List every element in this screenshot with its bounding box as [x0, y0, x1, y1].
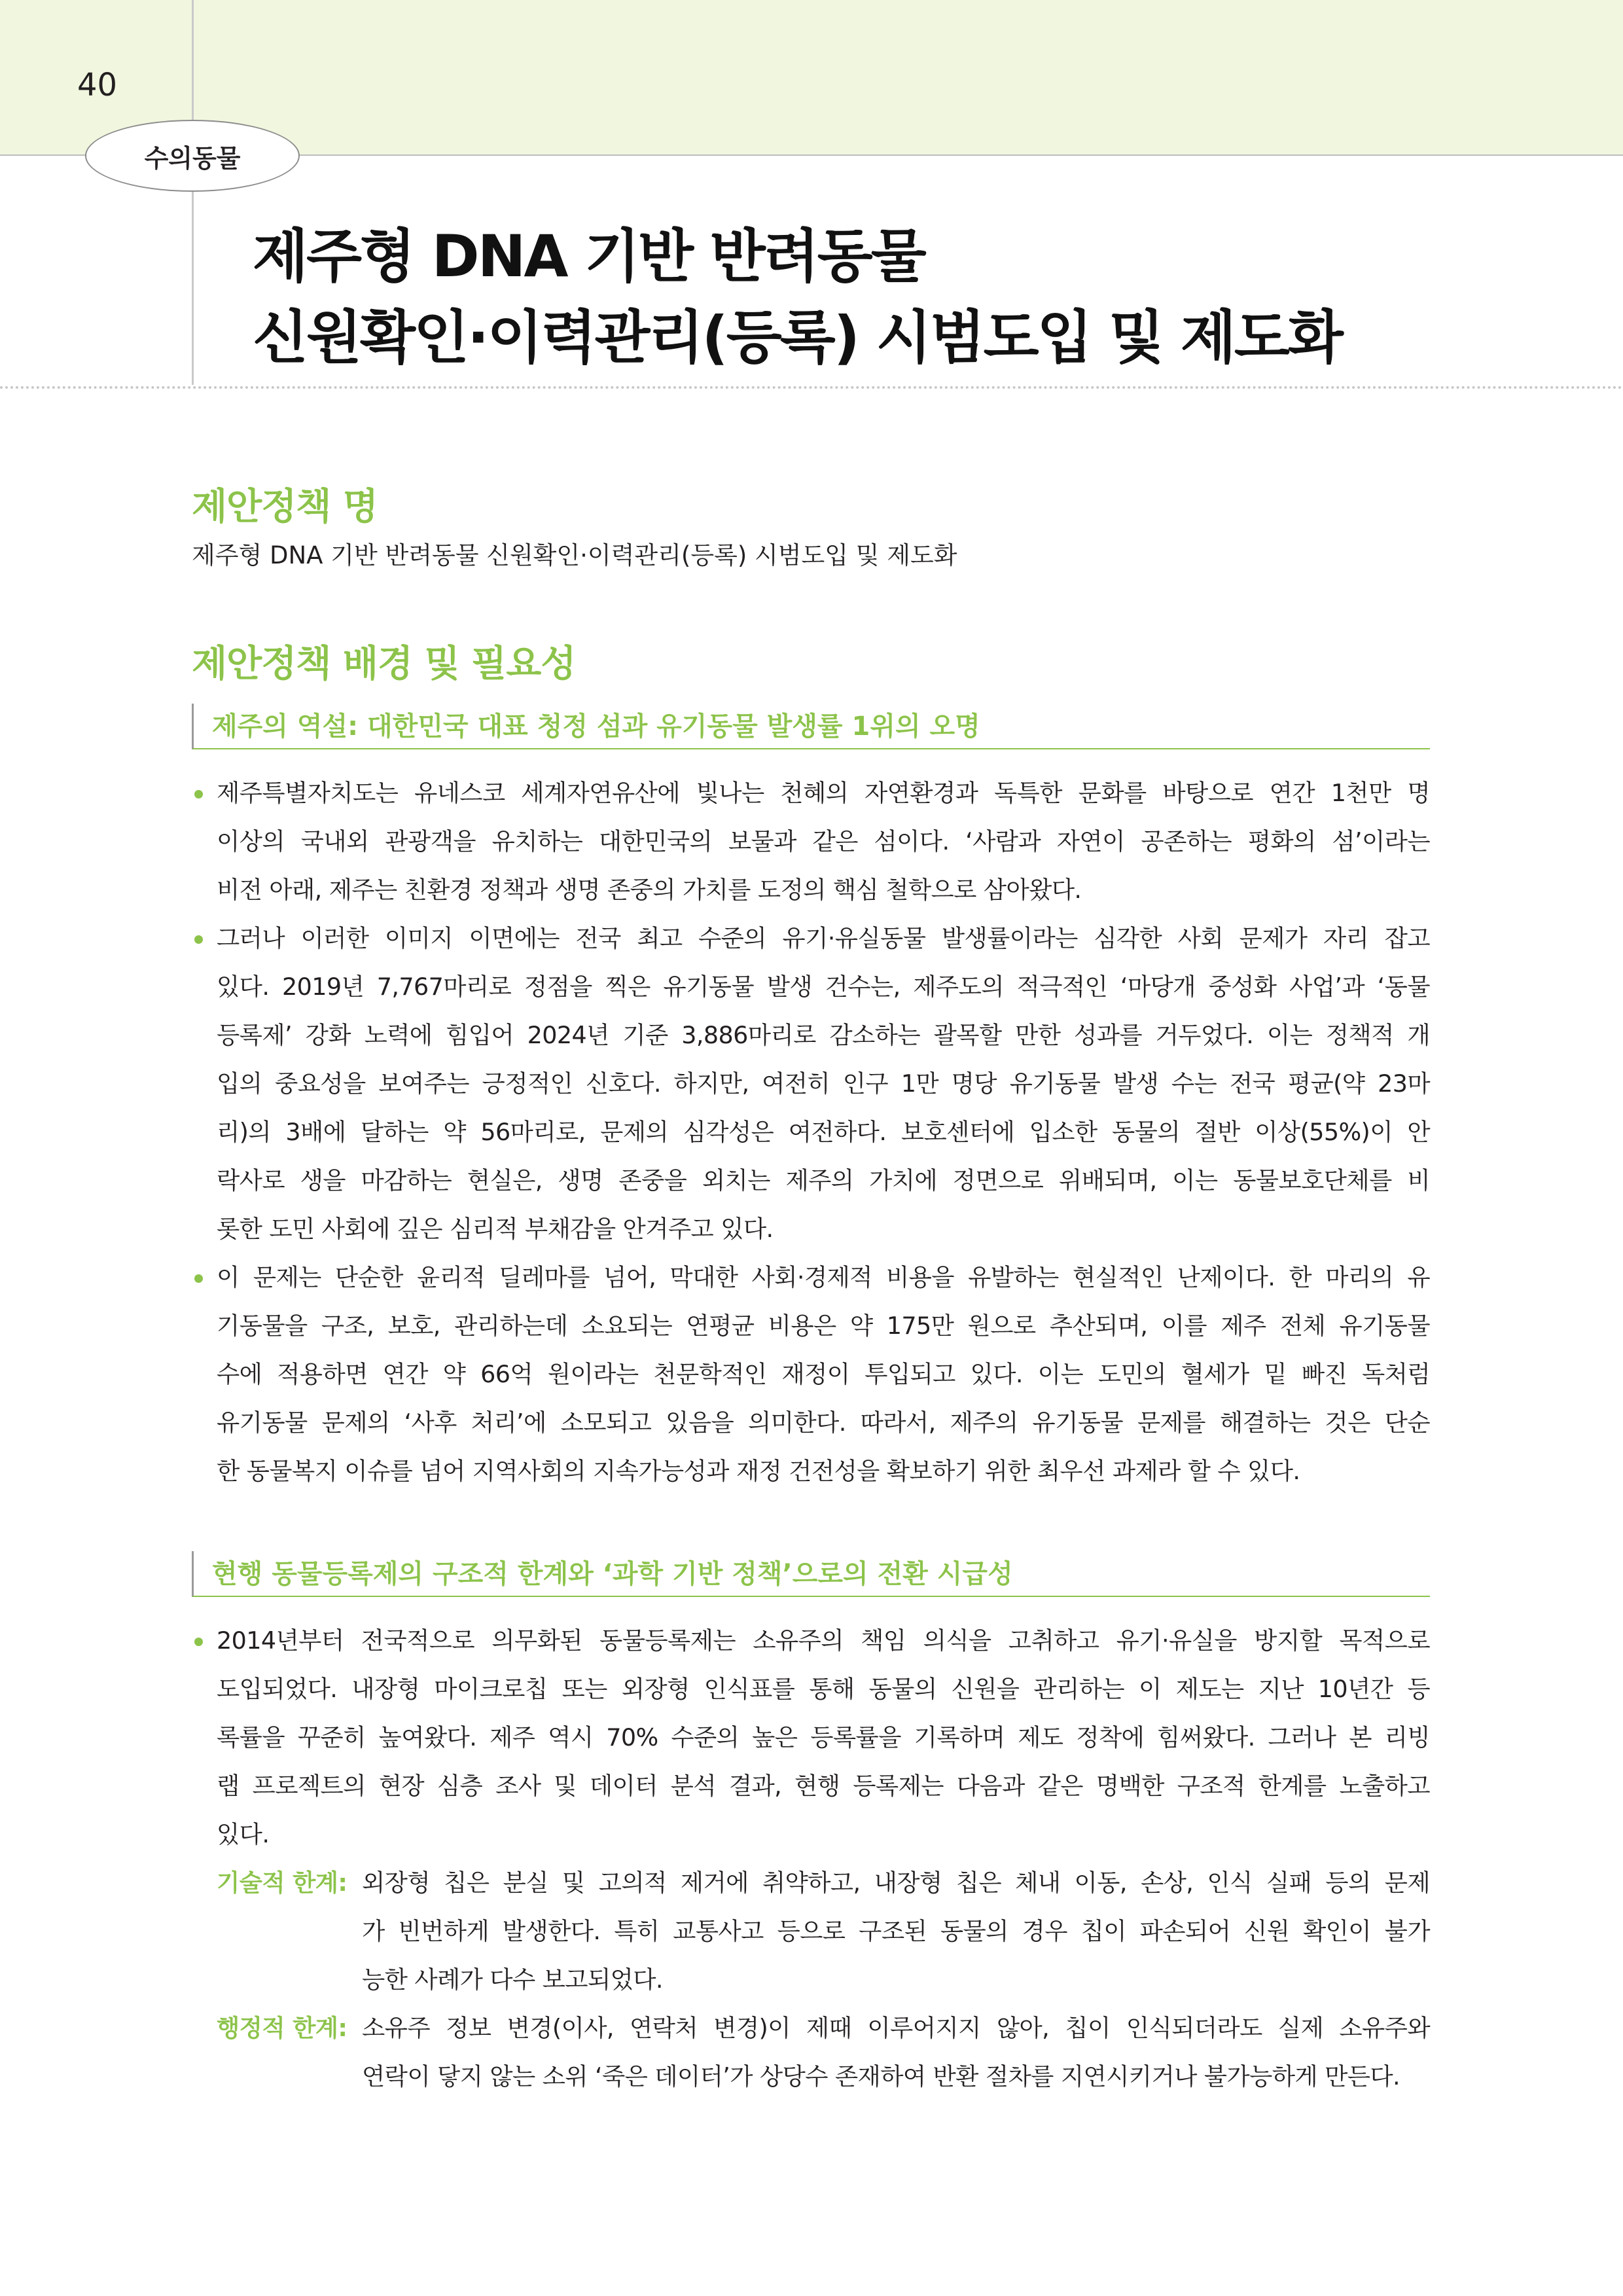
- text-line: 외장형 칩은 분실 및 고의적 제거에 취약하고, 내장형 칩은 체내 이동, 손상, 인식 실패 등의 문제: [362, 1869, 1430, 1897]
- text-line: 2014년부터 전국적으로 의무화된 동물등록제는 소유주의 책임 의식을 고취하고 유기·유실을 방지할 목적으로: [217, 1626, 1430, 1655]
- page-title: [253, 216, 1561, 378]
- bullet-icon: [194, 1274, 203, 1283]
- text-line: 비전 아래, 제주는 친환경 정책과 생명 존중의 가치를 도정의 핵심 철학으로 삼아왔다.: [217, 876, 1082, 904]
- text-line: 수에 적용하면 연간 약 66억 원이라는 천문학적인 재정이 투입되고 있다. 이는 도민의 혈세가 밑 빠진 독처럼: [217, 1360, 1430, 1388]
- limit-label: 행정적 한계:: [217, 2014, 348, 2042]
- section-label: [85, 120, 300, 192]
- text-line: 록률을 꾸준히 높여왔다. 제주 역시 70% 수준의 높은 등록률을 기록하며 제도 정착에 힘써왔다. 그러나 본 리빙: [217, 1723, 1430, 1751]
- bullet-icon: [194, 935, 203, 944]
- bullet-icon: [194, 790, 203, 798]
- text-line: 있다. 2019년 7,767마리로 정점을 찍은 유기동물 발생 건수는, 제주도의 적극적인 ‘마당개 중성화 사업’과 ‘동물: [217, 973, 1430, 1001]
- text-line: 있다.: [217, 1820, 270, 1848]
- margin-rule: [192, 0, 194, 385]
- section-label-text: 수의동물: [144, 143, 241, 173]
- text-line: 가 빈번하게 발생한다. 특히 교통사고 등으로 구조된 동물의 경우 칩이 파손되어 신원 확인이 불가: [362, 1917, 1430, 1945]
- text-line: 한 동물복지 이슈를 넘어 지역사회의 지속가능성과 재정 건전성을 확보하기 위한 최우선 과제라 할 수 있다.: [217, 1457, 1300, 1485]
- text-line: 이상의 국내외 관광객을 유치하는 대한민국의 보물과 같은 섬이다. ‘사람과 자연이 공존하는 평화의 섬’이라는: [217, 827, 1430, 855]
- bullet-paragraph: [192, 914, 1430, 1253]
- title-divider: [0, 386, 1623, 389]
- policy-name-text: 제주형 DNA 기반 반려동물 신원확인·이력관리(등록) 시범도입 및 제도화: [192, 541, 957, 569]
- subsection-heading: 제주의 역설: 대한민국 대표 청정 섬과 유기동물 발생률 1위의 오명: [192, 704, 1430, 749]
- subsection-heading: 현행 동물등록제의 구조적 한계와 ‘과학 기반 정책’으로의 전환 시급성: [192, 1551, 1430, 1597]
- subsection-body: [192, 1617, 1430, 2101]
- text-line: 제주특별자치도는 유네스코 세계자연유산에 빛나는 천혜의 자연환경과 독특한 문화를 바탕으로 연간 1천만 명: [217, 779, 1430, 807]
- text-line: 랩 프로젝트의 현장 심층 조사 및 데이터 분석 결과, 현행 등록제는 다음과 같은 명백한 구조적 한계를 노출하고: [217, 1772, 1430, 1800]
- text-line: 능한 사례가 다수 보고되었다.: [362, 1965, 663, 1994]
- text-line: 락사로 생을 마감하는 현실은, 생명 존중을 외치는 제주의 가치에 정면으로 위배되며, 이는 동물보호단체를 비: [217, 1166, 1430, 1194]
- text-line: 연락이 닿지 않는 소위 ‘죽은 데이터’가 상당수 존재하여 반환 절차를 지연시키거나 불가능하게 만든다.: [362, 2062, 1400, 2090]
- administrative-limit-item: [192, 2004, 1430, 2101]
- text-line: 소유주 정보 변경(이사, 연락처 변경)이 제때 이루어지지 않아, 칩이 인식되더라도 실제 소유주와: [362, 2014, 1430, 2042]
- limit-label: 기술적 한계:: [217, 1869, 348, 1897]
- bullet-paragraph: [192, 769, 1430, 914]
- background-heading: 제안정책 배경 및 필요성: [192, 643, 576, 685]
- technical-limit-item: [192, 1859, 1430, 2004]
- text-line: 등록제’ 강화 노력에 힘입어 2024년 기준 3,886마리로 감소하는 괄목할 만한 성과를 거두었다. 이는 정책적 개: [217, 1021, 1430, 1049]
- text-line: 이 문제는 단순한 윤리적 딜레마를 넘어, 막대한 사회·경제적 비용을 유발하는 현실적인 난제이다. 한 마리의 유: [217, 1263, 1430, 1291]
- text-line: 리)의 3배에 달하는 약 56마리로, 문제의 심각성은 여전하다. 보호센터에 입소한 동물의 절반 이상(55%)이 안: [217, 1118, 1430, 1146]
- text-line: 그러나 이러한 이미지 이면에는 전국 최고 수준의 유기·유실동물 발생률이라는 심각한 사회 문제가 자리 잡고: [217, 924, 1430, 952]
- page-title-line: 신원확인·이력관리(등록) 시범도입 및 제도화: [253, 304, 1342, 371]
- page-number: 40: [77, 67, 118, 103]
- text-line: 롯한 도민 사회에 깊은 심리적 부채감을 안겨주고 있다.: [217, 1215, 774, 1243]
- text-line: 유기동물 문제의 ‘사후 처리’에 소모되고 있음을 의미한다. 따라서, 제주의 유기동물 문제를 해결하는 것은 단순: [217, 1408, 1430, 1437]
- text-line: 기동물을 구조, 보호, 관리하는데 소요되는 연평균 비용은 약 175만 원으로 추산되며, 이를 제주 전체 유기동물: [217, 1312, 1430, 1340]
- text-line: 도입되었다. 내장형 마이크로칩 또는 외장형 인식표를 통해 동물의 신원을 관리하는 이 제도는 지난 10년간 등: [217, 1675, 1430, 1703]
- bullet-paragraph: [192, 1617, 1430, 1859]
- page-title-line: 제주형 DNA 기반 반려동물: [253, 223, 925, 290]
- policy-name-heading: 제안정책 명: [192, 486, 378, 528]
- bullet-icon: [194, 1638, 203, 1646]
- text-line: 입의 중요성을 보여주는 긍정적인 신호다. 하지만, 여전히 인구 1만 명당 유기동물 발생 수는 전국 평균(약 23마: [217, 1069, 1430, 1098]
- bullet-paragraph: [192, 1253, 1430, 1496]
- subsection-body: [192, 769, 1430, 1496]
